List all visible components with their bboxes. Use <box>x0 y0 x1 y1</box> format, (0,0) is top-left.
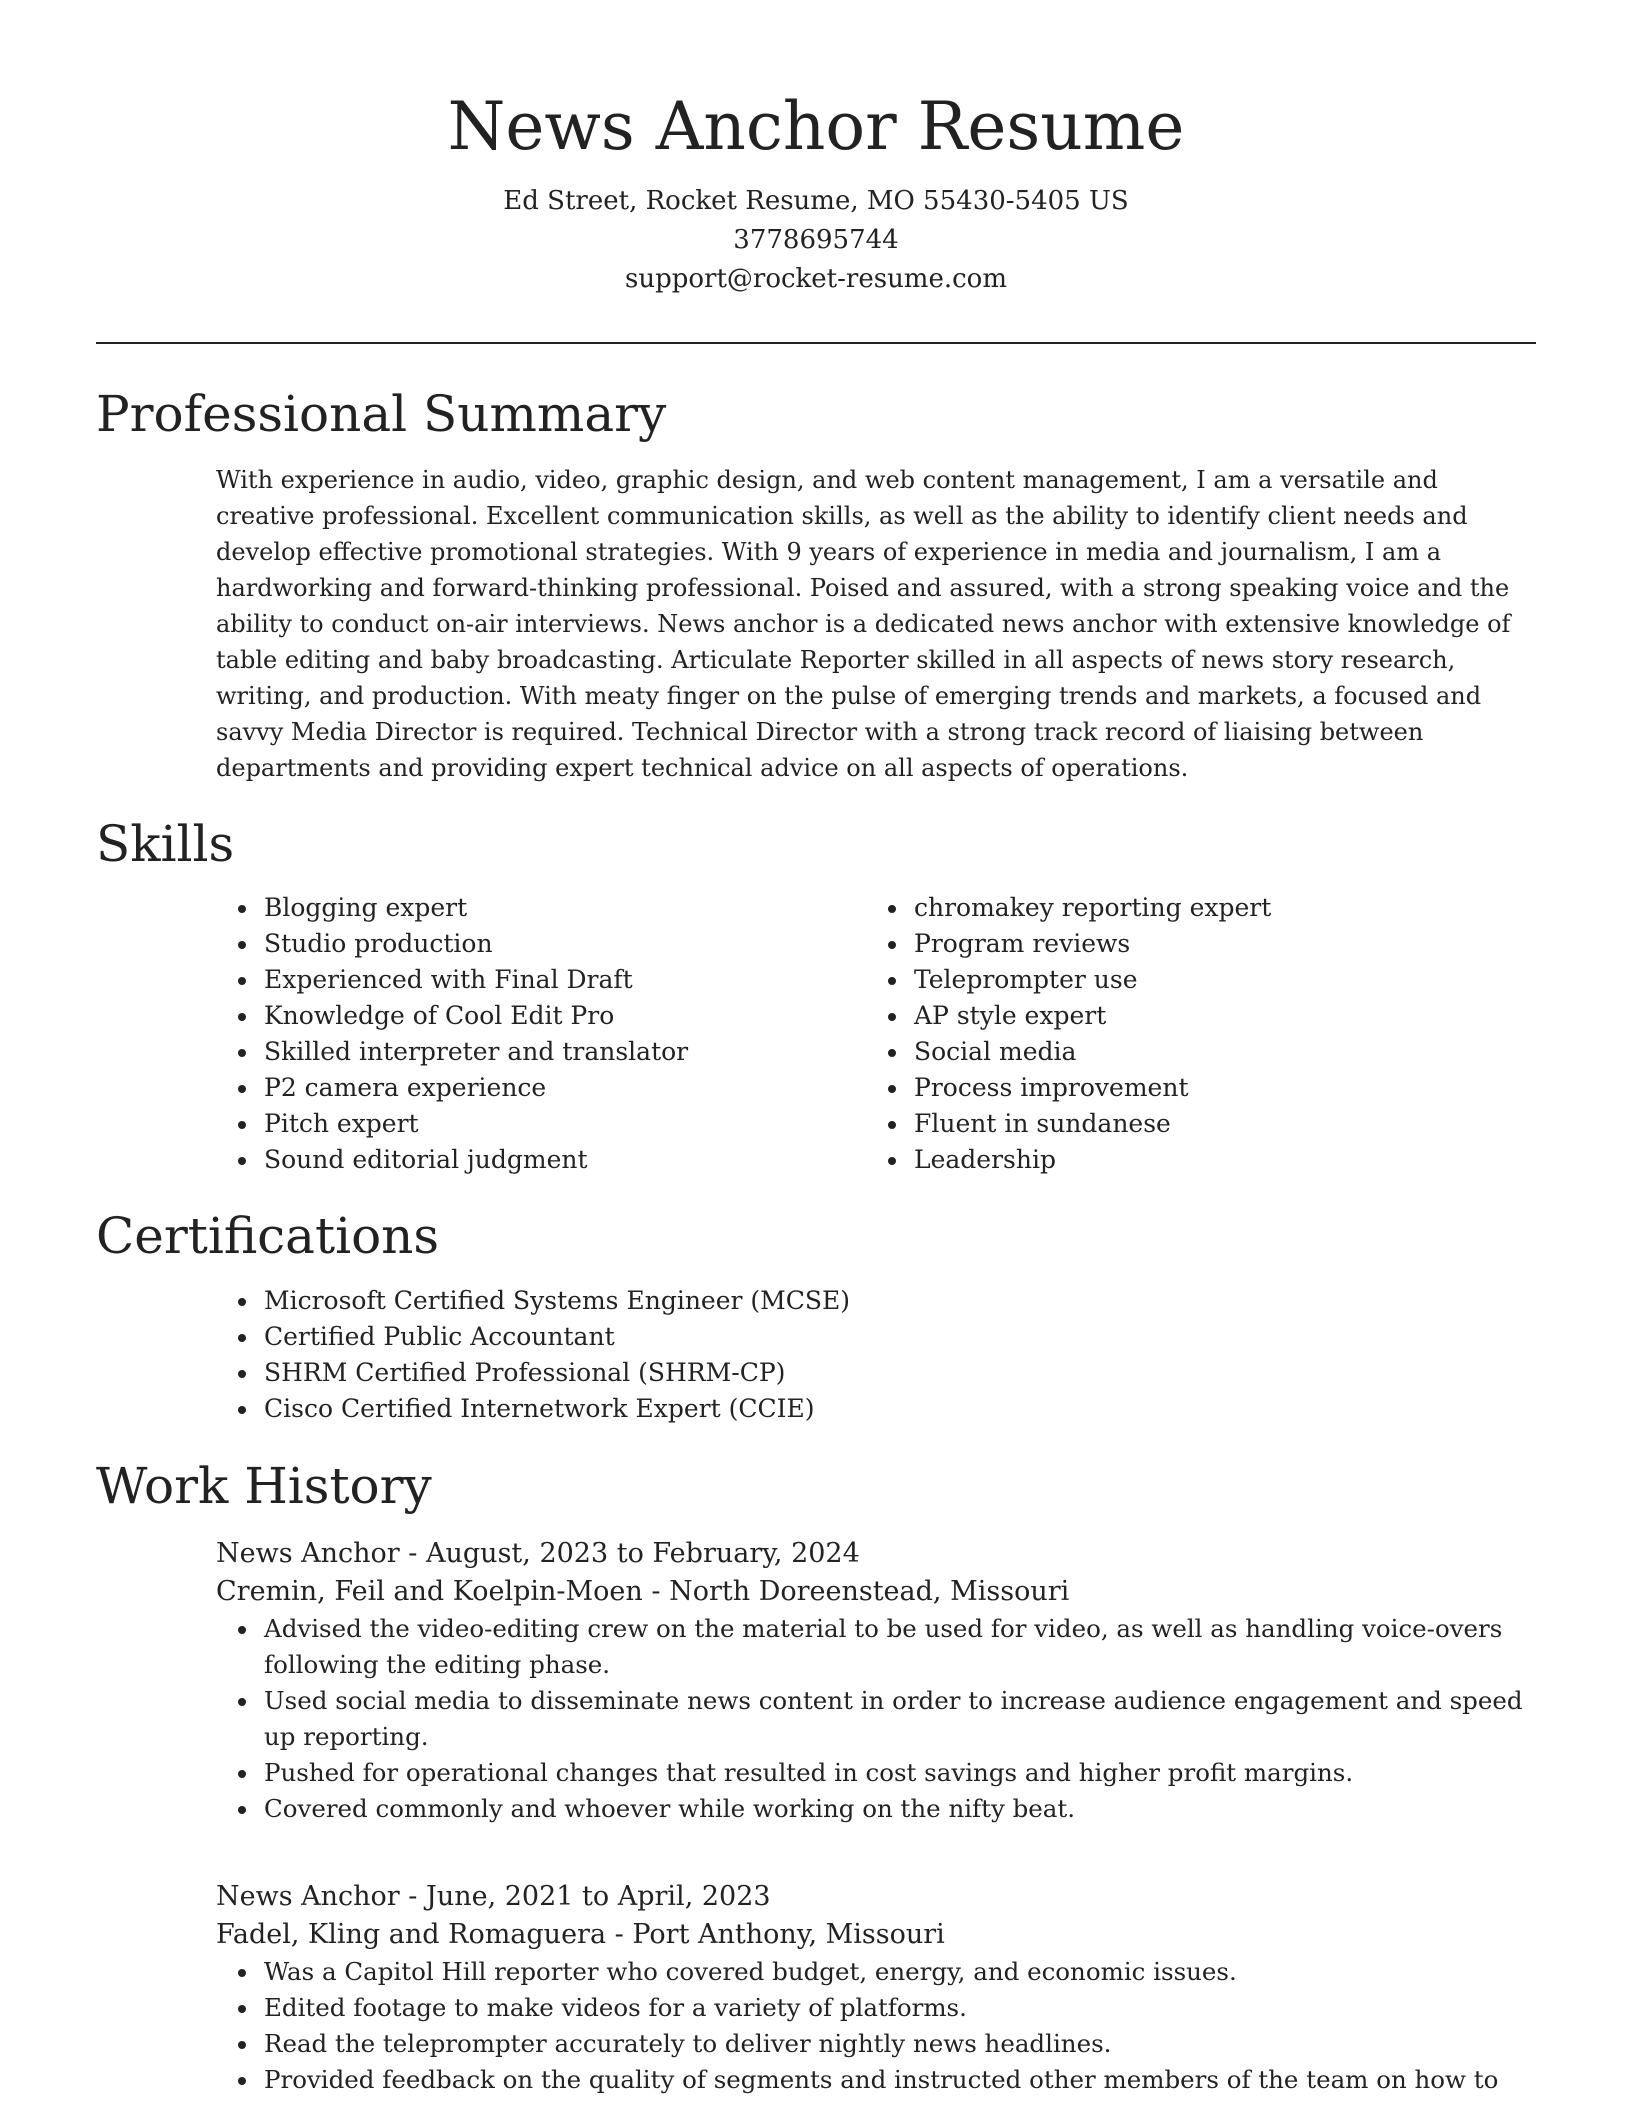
job-location: - Port Anthony, Missouri <box>606 1919 945 1950</box>
skill-item: • Experienced with Final Draft <box>260 962 836 998</box>
skills-heading: Skills <box>96 815 235 873</box>
skill-item: • P2 camera experience <box>260 1070 836 1106</box>
job-duty-item: • Read the teleprompter accurately to deliver nightly news headlines. <box>260 2026 1536 2062</box>
job-company: Cremin, Feil and Koelpin-Moen <box>216 1576 643 1607</box>
skill-item: • Social media <box>910 1034 1506 1070</box>
header-divider <box>96 342 1536 344</box>
skill-item: • Blogging expert <box>260 890 836 926</box>
job-title-line <box>216 1878 1536 1916</box>
job-duties <box>216 1954 1536 2098</box>
certification-item: • SHRM Certified Professional (SHRM-CP) <box>260 1355 1416 1391</box>
skill-item: • Leadership <box>910 1142 1506 1178</box>
certifications-heading: Certifications <box>96 1207 440 1265</box>
skill-item: • Skilled interpreter and translator <box>260 1034 836 1070</box>
job-duty-item: • Pushed for operational changes that resulted in cost savings and higher profit margins. <box>260 1755 1536 1791</box>
email-text: support@rocket-resume.com <box>624 264 1007 294</box>
address-text: Ed Street, Rocket Resume, MO 55430-5405 US <box>503 186 1129 216</box>
certifications-list <box>216 1283 1416 1427</box>
work-history-heading: Work History <box>96 1457 432 1515</box>
job-duty-item: • Was a Capitol Hill reporter who covered budget, energy, and economic issues. <box>260 1954 1536 1990</box>
phone-text: 3778695744 <box>733 225 899 255</box>
skill-item: • Fluent in sundanese <box>910 1106 1506 1142</box>
job-entry <box>216 1878 1536 2098</box>
skill-item: • Process improvement <box>910 1070 1506 1106</box>
certification-item: • Microsoft Certified Systems Engineer (MCSE) <box>260 1283 1416 1319</box>
skills-left-column <box>216 890 836 1178</box>
contact-info <box>0 182 1632 299</box>
job-company-line <box>216 1916 1536 1954</box>
job-duty-item: • Provided feedback on the quality of segments and instructed other members of the team on how to <box>260 2062 1536 2098</box>
job-duty-item: • Used social media to disseminate news content in order to increase audience engagement and speed up reporting. <box>260 1683 1536 1755</box>
job-entry <box>216 1535 1536 1827</box>
job-dates: - June, 2021 to April, 2023 <box>399 1881 771 1912</box>
job-title-line <box>216 1535 1536 1573</box>
certification-item: • Certified Public Accountant <box>260 1319 1416 1355</box>
job-title: News Anchor <box>216 1538 400 1569</box>
resume-header <box>0 0 1632 299</box>
job-company: Fadel, Kling and Romaguera <box>216 1919 607 1950</box>
job-duty-item: • Covered commonly and whoever while working on the nifty beat. <box>260 1791 1536 1827</box>
job-duty-item: • Advised the video-editing crew on the material to be used for video, as well as handling voice-overs following the editing phase. <box>260 1611 1536 1683</box>
job-title: News Anchor <box>216 1881 400 1912</box>
skill-item: • chromakey reporting expert <box>910 890 1506 926</box>
skill-item: • AP style expert <box>910 998 1506 1034</box>
job-duties <box>216 1611 1536 1827</box>
skill-item: • Program reviews <box>910 926 1506 962</box>
page-title: News Anchor Resume <box>447 88 1185 165</box>
job-duty-item: • Edited footage to make videos for a variety of platforms. <box>260 1990 1536 2026</box>
job-company-line <box>216 1573 1536 1611</box>
summary-text: With experience in audio, video, graphic design, and web content management, I am a versatile and creative professional. Excellent communication skills, as well as the ability to identify client needs and develop effective promotional strategies. With 9 years of experience in media and journalism, I am a hardworking and forward-thinking professional. Poised and assured, with a strong speaking voice and the ability to conduct on-air interviews. News anchor is a dedicated news anchor with extensive knowledge of table editing and baby broadcasting. Articulate Reporter skilled in all aspects of news story research, writing, and production. With meaty finger on the pulse of emerging trends and markets, a focused and savvy Media Director is required. Technical Director with a strong track record of liaising between departments and providing expert technical advice on all aspects of operations. <box>216 466 1511 782</box>
job-location: - North Doreenstead, Missouri <box>642 1576 1070 1607</box>
skill-item: • Teleprompter use <box>910 962 1506 998</box>
certification-item: • Cisco Certified Internetwork Expert (CCIE) <box>260 1391 1416 1427</box>
summary-heading: Professional Summary <box>96 385 667 443</box>
skill-item: • Studio production <box>260 926 836 962</box>
skill-item: • Pitch expert <box>260 1106 836 1142</box>
job-dates: - August, 2023 to February, 2024 <box>399 1538 860 1569</box>
skills-right-column <box>866 890 1506 1178</box>
skill-item: • Sound editorial judgment <box>260 1142 836 1178</box>
skill-item: • Knowledge of Cool Edit Pro <box>260 998 836 1034</box>
